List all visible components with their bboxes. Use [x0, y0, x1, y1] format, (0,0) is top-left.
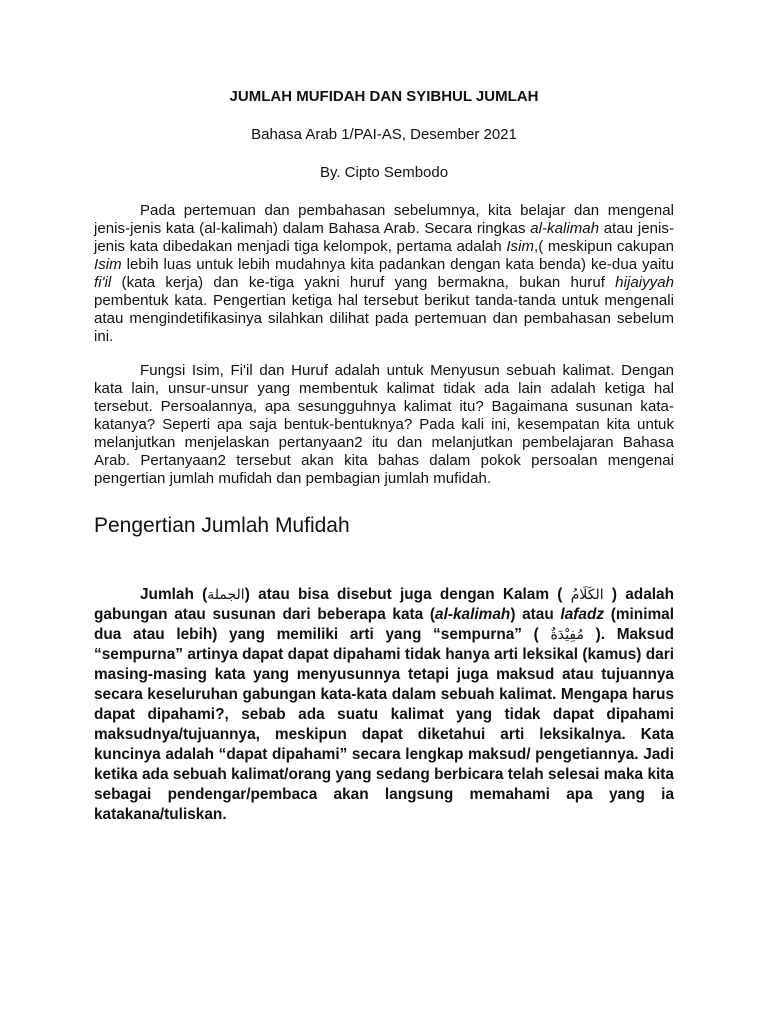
document-subtitle: Bahasa Arab 1/PAI-AS, Desember 2021: [251, 126, 517, 143]
italic-term: Isim: [506, 238, 535, 255]
italic-term: lafadz: [560, 606, 605, 623]
italic-term: fi'il: [94, 274, 112, 291]
text-run: ) atau bisa disebut juga dengan Kalam (: [244, 586, 571, 603]
arabic-term: مُفِيْدَةٌ: [550, 627, 584, 643]
text-run: ). Maksud “sempurna” artinya dapat dapat dipahami tidak hanya arti leksikal (kamus) dari masing-masing kata yang menyusunnya tetapi juga maksud atau tujuannya secara keseluruhan gabungan kata-kata dalam sebuah kalimat. Mengapa harus dapat dipahami?, sebab ada suatu kalimat yang tidak dapat dipahami maksudnya/tujuannya, meskipun dapat diketahui arti leksikalnya. Kata kuncinya adalah “dapat dipahami” secara lengkap maksud/ pengetiannya. Jadi ketika ada sebuah kalimat/orang yang sedang berbicara telah selesai maka kita sebagai pendengar/pembaca akan langsung memahami apa yang ia katakana/tuliskan.: [94, 626, 674, 823]
italic-term: Isim: [94, 256, 122, 273]
text-run: (kata kerja) dan ke-tiga yakni huruf yang bermakna, bukan huruf: [111, 274, 616, 291]
document-title: JUMLAH MUFIDAH DAN SYIBHUL JUMLAH: [229, 88, 539, 105]
text-run: ) atau: [510, 606, 561, 623]
document-author: By. Cipto Sembodo: [319, 164, 449, 181]
arabic-term: الجملة: [207, 587, 245, 603]
text-run: pembentuk kata. Pengertian ketiga hal tersebut berikut tanda-tanda untuk mengenali atau mengindetifikasinya silahkan dilihat pada pertemuan dan pembahasan sebelum ini.: [94, 292, 674, 345]
italic-term: al-kalimah: [435, 606, 511, 623]
text-run: (minimal dua atau lebih) yang memiliki arti yang “sempurna” (: [94, 606, 674, 643]
section-heading: Pengertian Jumlah Mufidah: [94, 514, 350, 537]
italic-term: al-kalimah: [530, 220, 600, 237]
text-run: Jumlah (: [140, 586, 208, 603]
paragraph-definition: [94, 585, 674, 825]
paragraph-function: Fungsi Isim, Fi'il dan Huruf adalah untuk Menyusun sebuah kalimat. Dengan kata lain, unsur-unsur yang membentuk kalimat tidak ada lain adalah ketiga hal tersebut. Persoalannya, apa sesungguhnya kalimat itu? Bagaimana susunan kata-katanya? Seperti apa saja bentuk-bentuknya? Pada kali ini, kesempatan kita untuk melanjutkan menjelaskan pertanyaan2 itu dan melanjutkan pembelajaran Bahasa Arab. Pertanyaan2 tersebut akan kita bahas dalam pokok persoalan mengenai pengertian jumlah mufidah dan pembagian jumlah mufidah.: [94, 362, 674, 487]
text-run: lebih luas untuk lebih mudahnya kita padankan dengan kata benda) ke-dua yaitu: [121, 256, 674, 273]
text-run: ) adalah gabungan atau susunan dari beberapa kata (: [94, 586, 674, 623]
text-run: Pada pertemuan dan pembahasan sebelumnya, kita belajar dan mengenal jenis-jenis kata (al-kalimah) dalam Bahasa Arab. Secara ringkas: [94, 202, 674, 237]
paragraph-intro: [94, 202, 674, 346]
arabic-term: الكَلَامُ: [570, 587, 604, 603]
text-run: ,( meskipun cakupan: [534, 238, 674, 255]
text-run: atau jenis-jenis kata dibedakan menjadi tiga kelompok, pertama adalah: [94, 220, 674, 255]
italic-term: hijaiyyah: [615, 274, 674, 291]
